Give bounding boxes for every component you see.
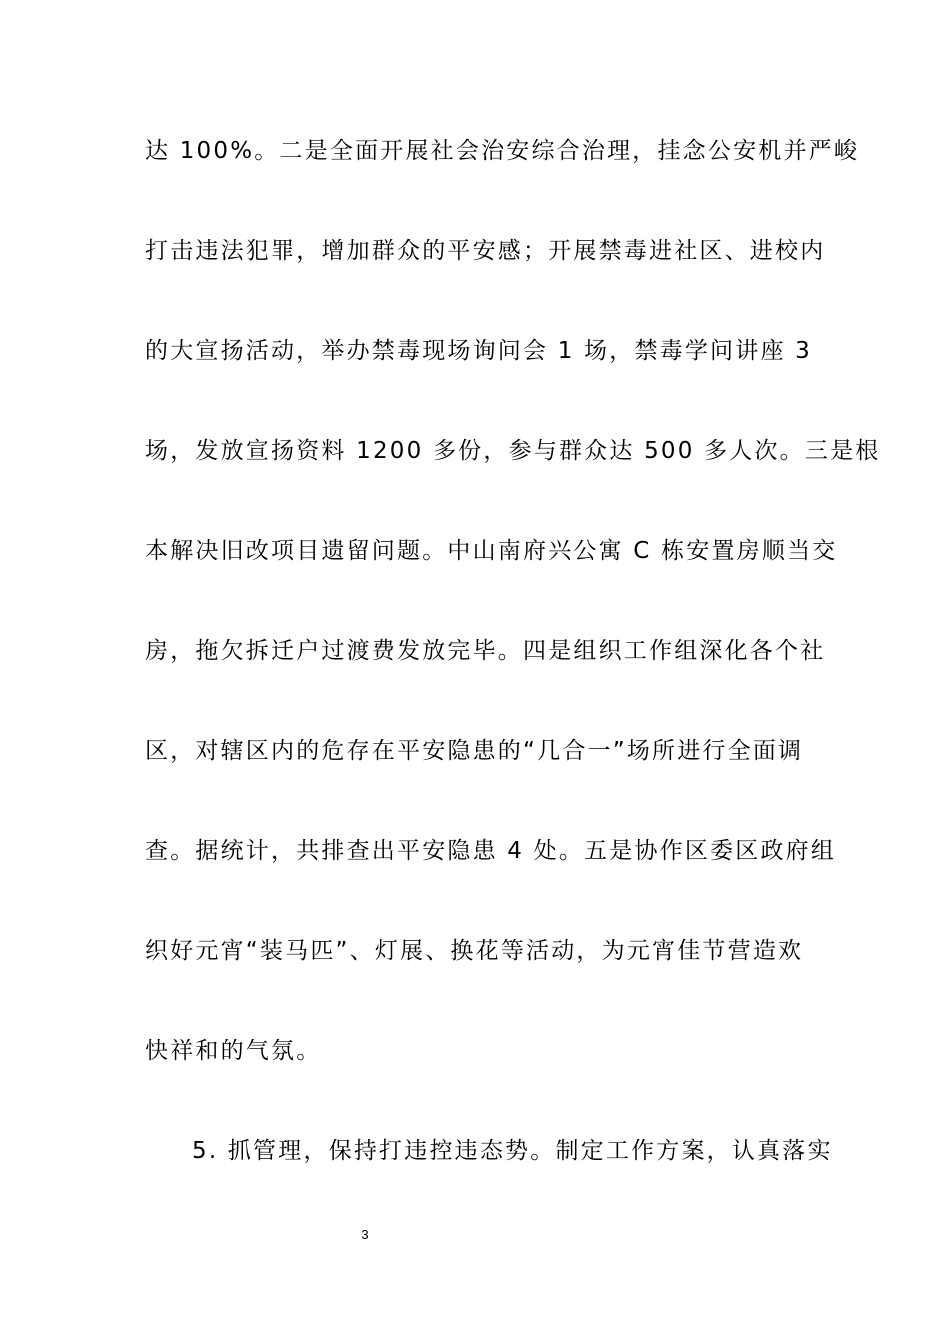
paragraph-line: 打击违法犯罪，增加群众的平安感；开展禁毒进社区、进校内 xyxy=(145,238,826,264)
paragraph-line: 达 100%。二是全面开展社会治安综合治理，挂念公安机并严峻 xyxy=(145,138,860,164)
paragraph-line: 查。据统计，共排查出平安隐患 4 处。五是协作区委区政府组 xyxy=(145,838,837,864)
paragraph-line: 房，拖欠拆迁户过渡费发放完毕。四是组织工作组深化各个社 xyxy=(145,638,826,664)
paragraph-line: 织好元宵“装马匹”、灯展、换花等活动，为元宵佳节营造欢 xyxy=(145,938,804,964)
paragraph-line-numbered: 5. 抓管理，保持打违控违态势。制定工作方案，认真落实 xyxy=(192,1138,833,1164)
paragraph-line: 区，对辖区内的危存在平安隐患的“几合一”场所进行全面调 xyxy=(145,738,804,764)
paragraph-line: 快祥和的气氛。 xyxy=(145,1038,322,1064)
paragraph-line: 本解决旧改项目遗留问题。中山南府兴公寓 C 栋安置房顺当交 xyxy=(145,538,838,564)
page-number: 3 xyxy=(361,1227,369,1242)
paragraph-line: 的大宣扬活动，举办禁毒现场询问会 1 场，禁毒学问讲座 3 xyxy=(145,338,812,364)
paragraph-line: 场，发放宣扬资料 1200 多份，参与群众达 500 多人次。三是根 xyxy=(145,438,881,464)
